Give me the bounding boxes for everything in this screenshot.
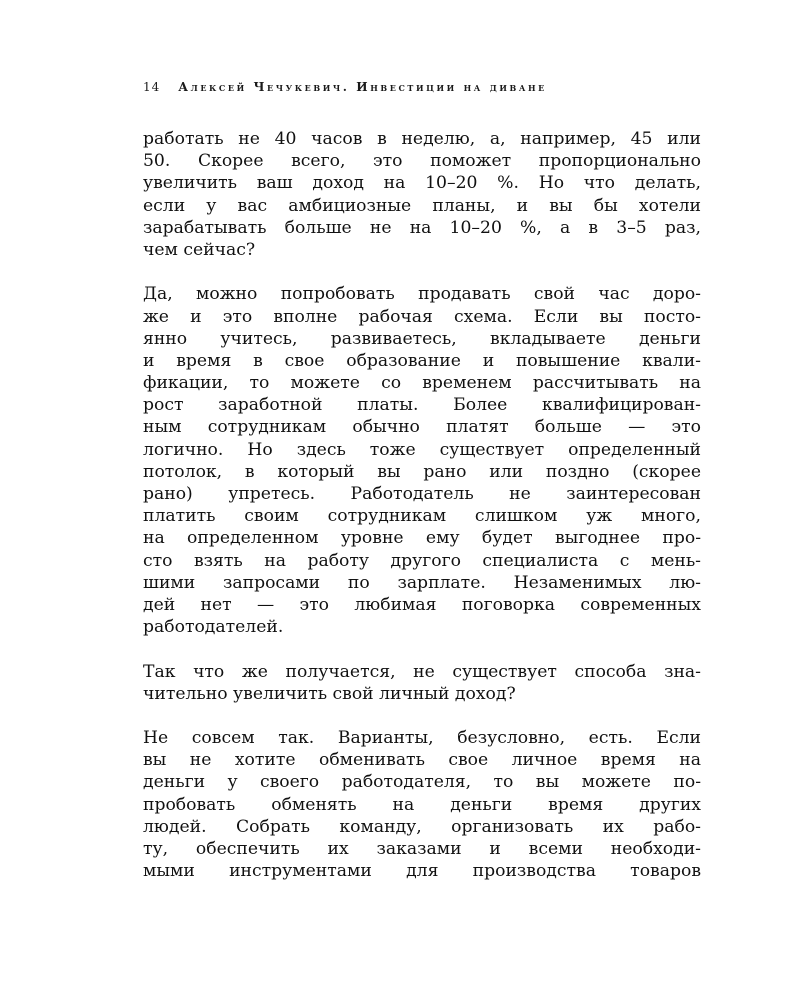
text-line: чительно увеличить свой личный доход? [143, 683, 516, 704]
paragraph-2 [143, 283, 701, 638]
body-text [143, 128, 701, 905]
text-line: Не совсем так. Варианты, безусловно, есть. Если [143, 728, 701, 749]
paragraph-1 [143, 128, 701, 261]
running-head [143, 79, 703, 95]
text-line: сто взять на работу другого специалиста с мень- [143, 550, 701, 571]
running-title: Алексей Чечукевич. Инвестиции на диване [178, 80, 547, 94]
text-line: рост заработной платы. Более квалифицирован- [143, 395, 701, 416]
text-line: на определенном уровне ему будет выгоднее про- [143, 528, 701, 549]
text-line: ным сотрудникам обычно платят больше — это [143, 417, 701, 438]
text-line: работать не 40 часов в неделю, а, например, 45 или [143, 129, 701, 149]
text-line: Так что же получается, не существует способа зна- [143, 661, 701, 682]
text-line: зарабатывать больше не на 10–20 %, а в 3–5 раз, [143, 217, 701, 238]
text-line: чем сейчас? [143, 239, 256, 260]
text-line: шими запросами по зарплате. Незаменимых лю- [143, 572, 701, 593]
text-line: мыми инструментами для производства товаров [143, 861, 701, 882]
text-line: вы не хотите обменивать свое личное время на [143, 750, 701, 771]
text-line: Да, можно попробовать продавать свой час доро- [143, 284, 701, 305]
text-line: же и это вполне рабочая схема. Если вы посто- [143, 306, 701, 327]
text-line: пробовать обменять на деньги время других [143, 794, 701, 815]
text-line: потолок, в который вы рано или поздно (скорее [143, 461, 701, 482]
text-line: янно учитесь, развиваетесь, вкладываете деньги [143, 328, 701, 349]
text-line: и время в свое образование и повышение квали- [143, 350, 701, 371]
paragraph-4 [143, 727, 701, 882]
text-line: если у вас амбициозные планы, и вы бы хотели [143, 195, 701, 216]
text-line: 50. Скорее всего, это поможет пропорционально [143, 151, 701, 172]
text-line: дей нет — это любимая поговорка современных [143, 594, 701, 615]
text-line: логично. Но здесь тоже существует определенный [143, 439, 701, 460]
text-line: деньги у своего работодателя, то вы можете по- [143, 772, 701, 793]
text-line: людей. Собрать команду, организовать их рабо- [143, 816, 701, 837]
text-line: фикации, то можете со временем рассчитывать на [143, 373, 701, 394]
text-line: работодателей. [143, 617, 284, 638]
paragraph-3 [143, 661, 701, 705]
text-line: рано) упретесь. Работодатель не заинтересован [143, 484, 701, 504]
text-line: увеличить ваш доход на 10–20 %. Но что делать, [143, 173, 701, 194]
page-number: 14 [143, 80, 161, 94]
text-line: платить своим сотрудникам слишком уж много, [143, 506, 701, 527]
text-line: ту, обеспечить их заказами и всеми необходи- [143, 839, 701, 859]
